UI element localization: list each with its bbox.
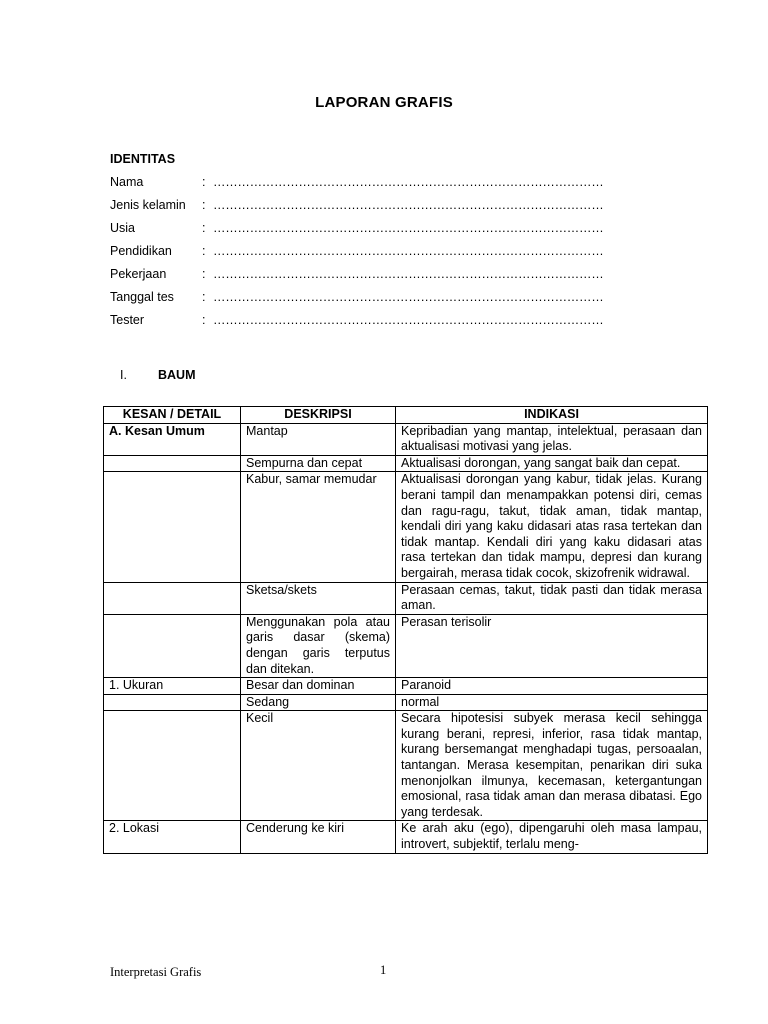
field-label: Nama: [110, 175, 144, 189]
cell-kesan: 2. Lokasi: [104, 821, 241, 853]
cell-deskripsi: Menggunakan pola atau garis dasar (skema) dengan garis terputus dan ditekan.: [241, 614, 396, 677]
identitas-list: [110, 175, 670, 336]
cell-deskripsi: Kecil: [241, 711, 396, 821]
section-number: I.: [120, 368, 127, 382]
cell-indikasi: Perasaan cemas, takut, tidak pasti dan tidak merasa aman.: [396, 582, 708, 614]
field-colon: :: [202, 244, 206, 258]
cell-indikasi: Kepribadian yang mantap, intelektual, perasaan dan aktualisasi motivasi yang jelas.: [396, 423, 708, 455]
column-header-kesan: KESAN / DETAIL: [104, 407, 241, 424]
interpretation-table: [103, 406, 708, 854]
cell-deskripsi: Mantap: [241, 423, 396, 455]
cell-kesan: [104, 614, 241, 677]
report-title: LAPORAN GRAFIS: [315, 94, 453, 111]
table-row: [104, 614, 708, 677]
identitas-row-jenis-kelamin: [110, 198, 670, 221]
table-row: [104, 582, 708, 614]
cell-kesan: [104, 472, 241, 582]
identitas-row-pekerjaan: [110, 267, 670, 290]
cell-kesan: A. Kesan Umum: [104, 423, 241, 455]
field-colon: :: [202, 198, 206, 212]
section-heading: [120, 368, 196, 382]
field-blank: ……………………………………………………………………………………: [213, 290, 604, 304]
field-colon: :: [202, 290, 206, 304]
table-row: [104, 455, 708, 472]
cell-kesan: 1. Ukuran: [104, 678, 241, 695]
field-blank: ……………………………………………………………………………………: [213, 313, 604, 327]
field-label: Tanggal tes: [110, 290, 174, 304]
identitas-row-tanggal-tes: [110, 290, 670, 313]
section-name: BAUM: [158, 368, 196, 382]
cell-kesan: [104, 694, 241, 711]
field-colon: :: [202, 313, 206, 327]
table-row: [104, 423, 708, 455]
cell-indikasi: Aktualisasi dorongan, yang sangat baik dan cepat.: [396, 455, 708, 472]
cell-deskripsi: Besar dan dominan: [241, 678, 396, 695]
field-label: Pekerjaan: [110, 267, 167, 281]
cell-indikasi: Ke arah aku (ego), dipengaruhi oleh masa lampau, introvert, subjektif, terlalu meng-: [396, 821, 708, 853]
cell-kesan: [104, 711, 241, 821]
table-row: [104, 711, 708, 821]
field-blank: ……………………………………………………………………………………: [213, 175, 604, 189]
field-colon: :: [202, 175, 206, 189]
field-label: Usia: [110, 221, 136, 235]
field-label: Jenis kelamin: [110, 198, 186, 212]
cell-kesan: [104, 455, 241, 472]
identitas-row-tester: [110, 313, 670, 336]
cell-deskripsi: Kabur, samar memudar: [241, 472, 396, 582]
field-label: Pendidikan: [110, 244, 172, 258]
table-header-row: [104, 407, 708, 424]
cell-kesan: [104, 582, 241, 614]
footer-page-number: 1: [380, 963, 387, 977]
cell-indikasi: Paranoid: [396, 678, 708, 695]
cell-deskripsi: Sempurna dan cepat: [241, 455, 396, 472]
field-colon: :: [202, 221, 206, 235]
column-header-indikasi: INDIKASI: [396, 407, 708, 424]
cell-indikasi: Aktualisasi dorongan yang kabur, tidak jelas. Kurang berani tampil dan menampakkan potensi diri, cemas dan ragu-ragu, takut, tidak aman, tidak mantap, kendali diri yang kaku didasari atas rasa tertekan dan tidak mantap. Kendali diri yang kaku didasari atas rasa tertekan dan tidak mampu, depresi dan kurang bergairah, merasa tidak cocok, skizofrenik widrawal.: [396, 472, 708, 582]
identitas-row-nama: [110, 175, 670, 198]
table-row: [104, 821, 708, 853]
column-header-deskripsi: DESKRIPSI: [241, 407, 396, 424]
identitas-heading: IDENTITAS: [110, 152, 176, 166]
field-blank: ……………………………………………………………………………………: [213, 221, 604, 235]
cell-deskripsi: Cenderung ke kiri: [241, 821, 396, 853]
field-label: Tester: [110, 313, 145, 327]
identitas-row-pendidikan: [110, 244, 670, 267]
table-row: [104, 694, 708, 711]
cell-deskripsi: Sketsa/skets: [241, 582, 396, 614]
table-row: [104, 678, 708, 695]
field-blank: ……………………………………………………………………………………: [213, 267, 604, 281]
identitas-row-usia: [110, 221, 670, 244]
field-blank: ……………………………………………………………………………………: [213, 198, 604, 212]
footer-document-name: Interpretasi Grafis: [110, 965, 202, 979]
cell-indikasi: Perasan terisolir: [396, 614, 708, 677]
cell-deskripsi: Sedang: [241, 694, 396, 711]
field-colon: :: [202, 267, 206, 281]
cell-indikasi: normal: [396, 694, 708, 711]
table-row: [104, 472, 708, 582]
field-blank: ……………………………………………………………………………………: [213, 244, 604, 258]
cell-indikasi: Secara hipotesisi subyek merasa kecil sehingga kurang berani, represi, inferior, rasa tidak mantap, kurang bersemangat menghadapi tugas, persoaalan, tantangan. Merasa kesempitan, penarikan diri suka menonjolkan ilmunya, kecemasan, ketergantungan emosional, rasa tidak aman dan merasa dibatasi. Ego yang terdesak.: [396, 711, 708, 821]
